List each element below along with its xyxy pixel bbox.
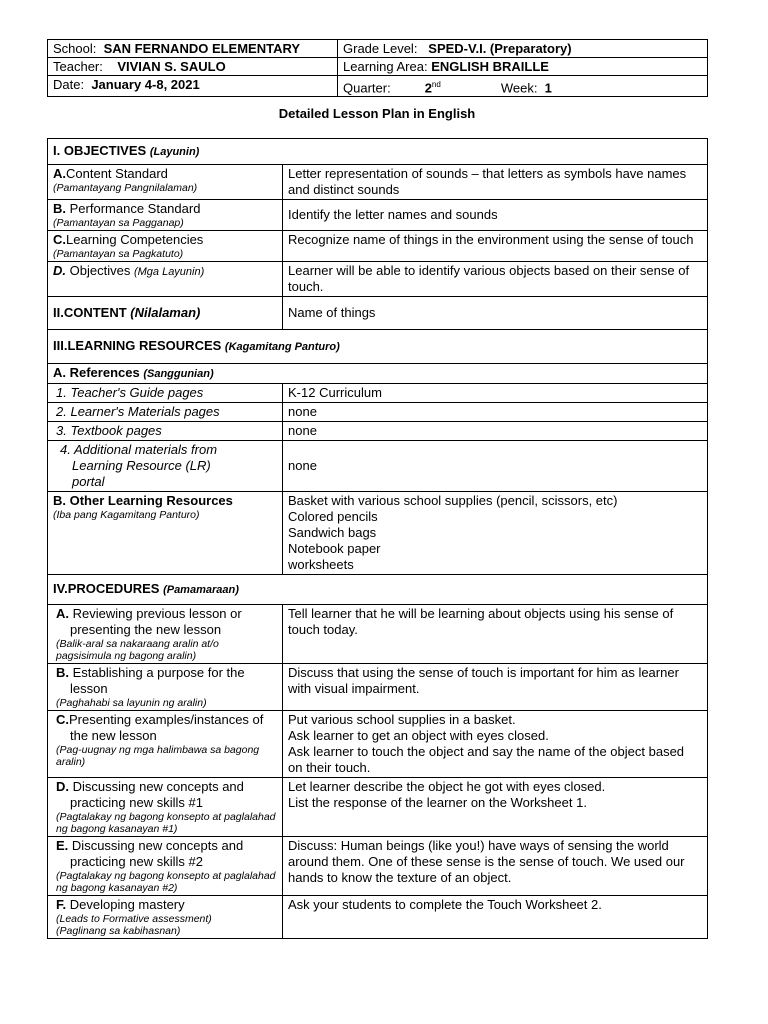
teacher-cell: Teacher: VIVIAN S. SAULO	[48, 58, 338, 76]
list-item: Notebook paper	[288, 541, 381, 556]
objective-value: Recognize name of things in the environment using the sense of touch	[283, 231, 708, 262]
resources-heading: III.LEARNING RESOURCES (Kagamitang Panturo)	[48, 330, 708, 364]
objective-value: Identify the letter names and sounds	[283, 200, 708, 231]
other-resources-value	[283, 492, 708, 575]
procedure-label: F. Developing mastery (Leads to Formative assessment) (Paglinang sa kabihasnan)	[48, 896, 283, 939]
procedure-value: Put various school supplies in a basket. Ask learner to get an object with eyes closed. Ask learner to touch the object and say the name of the object based on their touch.	[283, 711, 708, 778]
objective-label: B. Performance Standard (Pamantayan sa Pagganap)	[48, 200, 283, 231]
objective-value: Learner will be able to identify various objects based on their sense of touch.	[283, 262, 708, 297]
procedure-label: A. Reviewing previous lesson or presenting the new lesson (Balik-aral sa nakaraang aralin at/o pagsisimula ng bagong aralin)	[48, 605, 283, 664]
content-value: Name of things	[283, 297, 708, 330]
procedure-value: Discuss: Human beings (like you!) have ways of sensing the world around them. One of these sense is the sense of touch. We used our hands to know the texture of an object.	[283, 837, 708, 896]
objective-label: C.Learning Competencies (Pamantayan sa Pagkatuto)	[48, 231, 283, 262]
objective-value: Letter representation of sounds – that letters as symbols have names and distinct sounds	[283, 165, 708, 200]
list-item: Sandwich bags	[288, 525, 377, 540]
references-heading: A. References (Sanggunian)	[48, 364, 708, 384]
procedure-label: C.Presenting examples/instances of the new lesson (Pag-uugnay ng mga halimbawa sa bagong aralin)	[48, 711, 283, 778]
reference-value: K-12 Curriculum	[283, 384, 708, 403]
objectives-heading: I. OBJECTIVES (Layunin)	[48, 139, 708, 165]
reference-value: none	[283, 441, 708, 492]
objective-label: A.Content Standard (Pamantayang Pangnilalaman)	[48, 165, 283, 200]
reference-label: 3. Textbook pages	[48, 422, 283, 441]
reference-value: none	[283, 403, 708, 422]
page-title: Detailed Lesson Plan in English	[278, 106, 476, 121]
list-item: Basket with various school supplies (pencil, scissors, etc)	[288, 493, 618, 508]
procedure-label: B. Establishing a purpose for the lesson (Paghahabi sa layunin ng aralin)	[48, 664, 283, 711]
procedure-label: E. Discussing new concepts and practicing new skills #2 (Pagtalakay ng bagong konsepto at paglalahad ng bagong kasanayan #2)	[48, 837, 283, 896]
grade-level-cell: Grade Level: SPED-V.I. (Preparatory)	[338, 40, 708, 58]
list-item: Colored pencils	[288, 509, 378, 524]
procedure-label: D. Discussing new concepts and practicing new skills #1 (Pagtalakay ng bagong konsepto at paglalahad ng bagong kasanayan #1)	[48, 778, 283, 837]
reference-value: none	[283, 422, 708, 441]
objective-label: D. Objectives (Mga Layunin)	[48, 262, 283, 297]
date-cell: Date: January 4-8, 2021	[48, 76, 338, 97]
other-resources-label: B. Other Learning Resources (Iba pang Kagamitang Panturo)	[48, 492, 283, 575]
quarter-week-cell: Quarter: 2nd Week: 1	[338, 76, 708, 97]
lesson-plan-table	[47, 138, 708, 939]
content-heading: II.CONTENT (Nilalaman)	[48, 297, 283, 330]
header-table	[47, 39, 707, 97]
reference-label: 4. Additional materials from Learning Resource (LR) portal	[48, 441, 283, 492]
procedure-value: Ask your students to complete the Touch Worksheet 2.	[283, 896, 708, 939]
school-cell: School: SAN FERNANDO ELEMENTARY	[48, 40, 338, 58]
reference-label: 1. Teacher's Guide pages	[48, 384, 283, 403]
learning-area-cell: Learning Area: ENGLISH BRAILLE	[338, 58, 708, 76]
procedure-value: Discuss that using the sense of touch is important for him as learner with visual impairment.	[283, 664, 708, 711]
reference-label: 2. Learner's Materials pages	[48, 403, 283, 422]
list-item: worksheets	[288, 557, 354, 572]
procedure-value: Tell learner that he will be learning about objects using his sense of touch today.	[283, 605, 708, 664]
procedures-heading: IV.PROCEDURES (Pamamaraan)	[48, 575, 708, 605]
procedure-value: Let learner describe the object he got with eyes closed. List the response of the learner on the Worksheet 1.	[283, 778, 708, 837]
